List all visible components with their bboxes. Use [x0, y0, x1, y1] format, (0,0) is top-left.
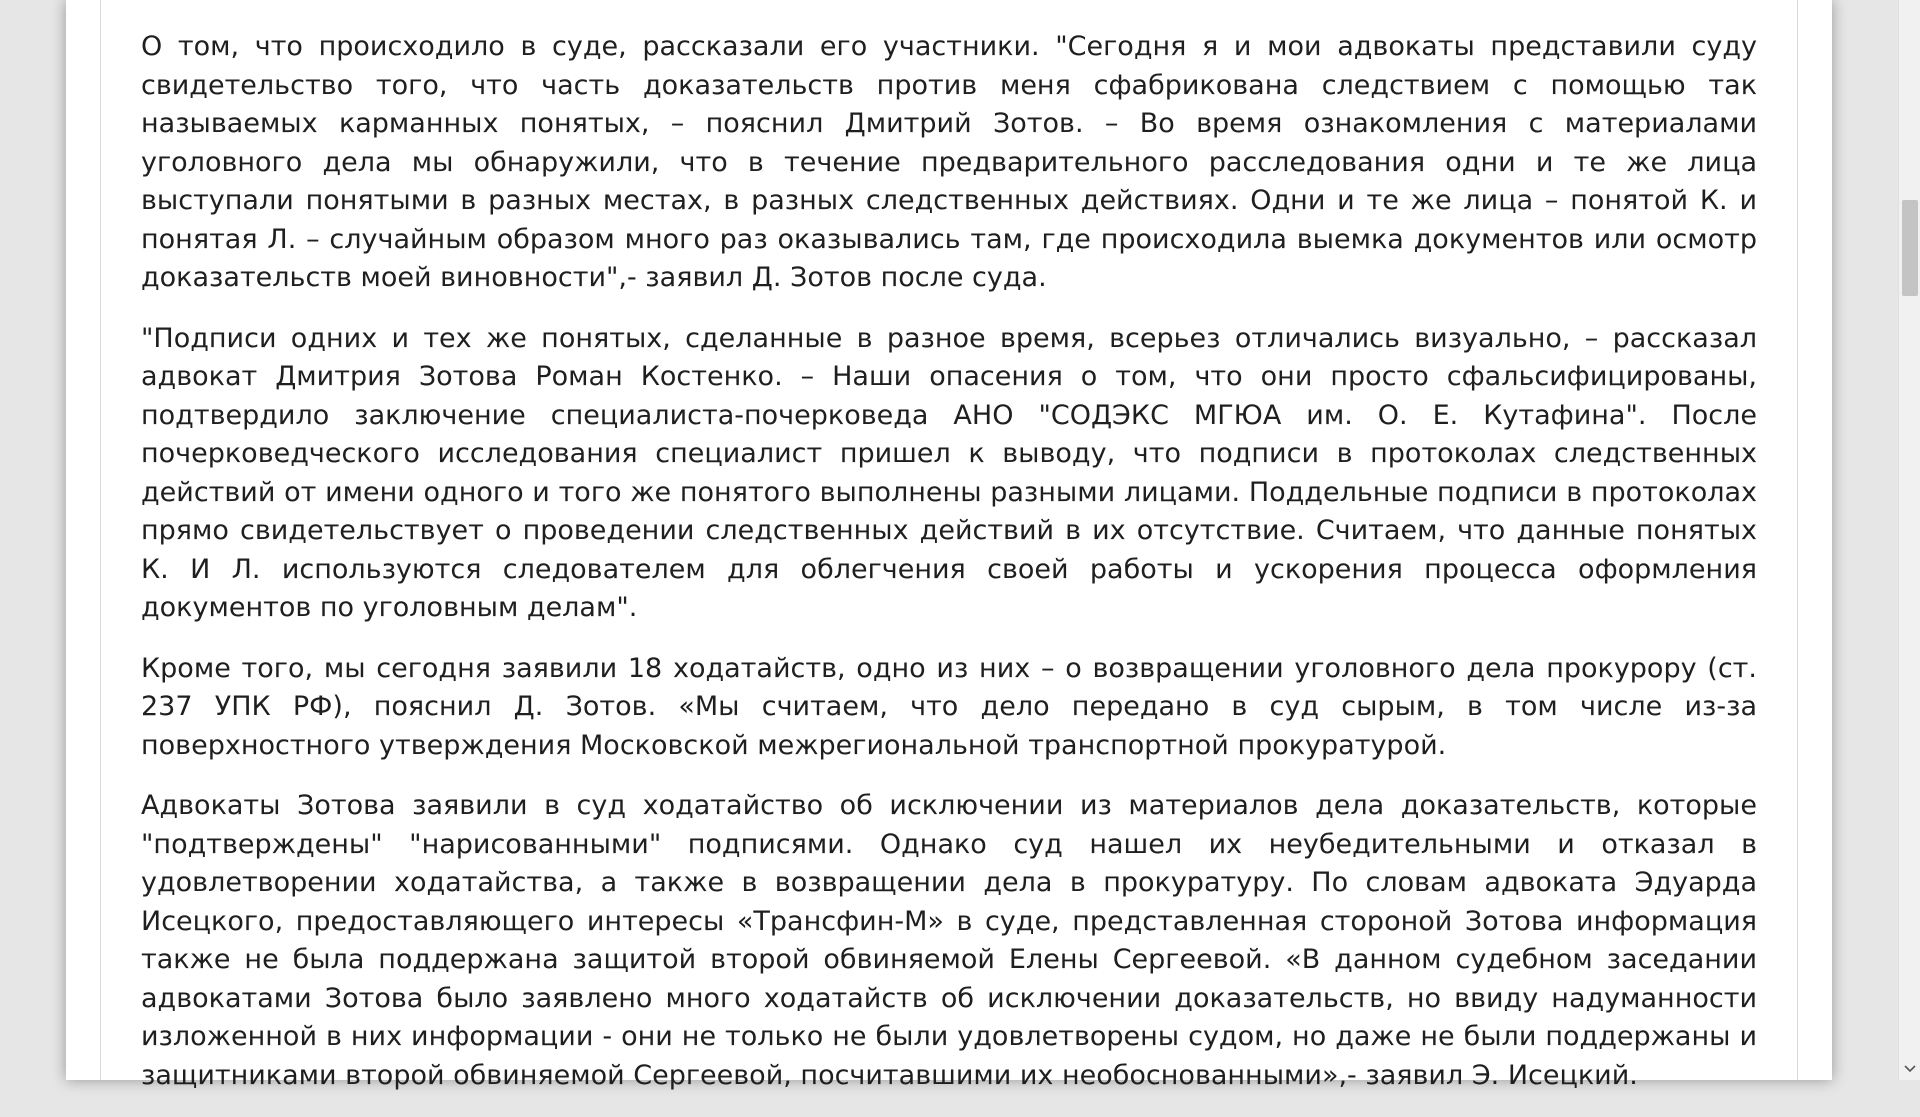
- chevron-down-icon[interactable]: [1903, 1062, 1917, 1076]
- article-body: [141, 28, 1757, 1117]
- paragraph-3: Кроме того, мы сегодня заявили 18 ходатайств, одно из них – о возвращении уголовного дела прокурору (ст. 237 УПК РФ), пояснил Д. Зотов. «Мы считаем, что дело передано в суд сырым, в том числе из-за поверхностного утверждения Московской межрегиональной транспортной прокуратурой.: [141, 652, 1757, 761]
- paragraph-2: "Подписи одних и тех же понятых, сделанные в разное время, всерьез отличались визуально, – рассказал адвокат Дмитрия Зотова Роман Костенко. – Наши опасения о том, что они просто сфальсифицированы, подтвердило заключение специалиста-почерковеда АНО "СОДЭКС МГЮА им. О. Е. Кутафина". После почерковедческого исследования специалист пришел к выводу, что подписи в протоколах следственных действий от имени одного и того же понятого выполнены разными лицами. Поддельные подписи в протоколах прямо свидетельствует о проведении следственных действий в их отсутствие. Считаем, что данные понятых К. И Л. используются следователем для облегчения своей работы и ускорения процесса оформления документов по уголовным делам".: [141, 322, 1757, 623]
- vertical-scrollbar[interactable]: [1898, 0, 1920, 1080]
- paragraph-4: Адвокаты Зотова заявили в суд ходатайство об исключении из материалов дела доказательств, которые "подтверждены" "нарисованными" подписями. Однако суд нашел их неубедительными и отказал в удовлетворении ходатайства, а также в возвращении дела в прокуратуру. По словам адвоката Эдуарда Исецкого, предоставляющего интересы «Трансфин-М» в суде, представленная стороной Зотова информация также не была поддержана защитой второй обвиняемой Елены Сергеевой. «В данном судебном заседании адвокатами Зотова было заявлено много ходатайств об исключении доказательств, но ввиду надуманности изложенной в них информации - они не только не были удовлетворены судом, но даже не были поддержаны и защитниками второй обвиняемой Сергеевой, посчитавшими их необоснованными»,- заявил Э. Исецкий.: [141, 790, 1757, 1091]
- paragraph-1: О том, что происходило в суде, рассказали его участники. "Сегодня я и мои адвокаты представили суду свидетельство того, что часть доказательств против меня сфабрикована следствием с помощью так называемых карманных понятых, – пояснил Дмитрий Зотов. – Во время ознакомления с материалами уголовного дела мы обнаружили, что в течение предварительного расследования одни и те же лица выступали понятыми в разных местах, в разных следственных действиях. Одни и те же лица – понятой К. и понятая Л. – случайным образом много раз оказывались там, где происходила выемка документов или осмотр доказательств моей виновности",- заявил Д. Зотов после суда.: [141, 31, 1757, 293]
- scrollbar-thumb[interactable]: [1902, 200, 1918, 296]
